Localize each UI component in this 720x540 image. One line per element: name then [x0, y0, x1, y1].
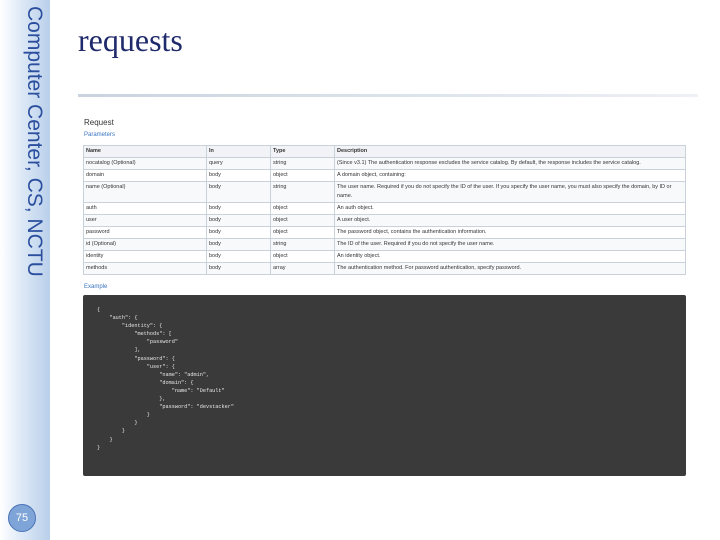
param-in: body [207, 263, 271, 275]
title-divider [78, 94, 698, 97]
param-in: body [207, 227, 271, 239]
code-line: "password": "devstacker" [97, 404, 234, 411]
code-line: "name": "admin", [97, 371, 210, 378]
param-type: object [271, 227, 335, 239]
code-line: } [97, 444, 101, 451]
code-json [83, 295, 686, 452]
param-name: identity [84, 251, 207, 263]
column-header-in: In [207, 146, 271, 158]
request-heading: Request [84, 118, 114, 127]
code-line: } [97, 436, 113, 443]
code-block [83, 295, 686, 476]
table-row [84, 239, 686, 251]
code-line: }, [97, 396, 166, 403]
table-header-row [84, 146, 686, 158]
param-description: A domain object, containing: [335, 170, 686, 182]
code-line: ], [97, 347, 141, 354]
param-type: string [271, 239, 335, 251]
table-row [84, 227, 686, 239]
param-type: object [271, 251, 335, 263]
param-name: name (Optional) [84, 182, 207, 203]
table-row [84, 170, 686, 182]
institution-label: Computer Center, CS, NCTU [23, 6, 46, 277]
param-name: password [84, 227, 207, 239]
param-in: body [207, 203, 271, 215]
param-type: object [271, 170, 335, 182]
code-line: { [97, 307, 101, 313]
param-type: array [271, 263, 335, 275]
parameters-table [83, 145, 686, 275]
param-type: string [271, 182, 335, 203]
code-line: } [97, 420, 138, 427]
param-description: (Since v3.1) The authentication response excludes the service catalog. By default, the response includes the service catalog. [335, 158, 686, 170]
param-in: body [207, 182, 271, 203]
param-type: string [271, 158, 335, 170]
code-line: "auth": { [97, 315, 138, 322]
param-description: An identity object. [335, 251, 686, 263]
param-in: body [207, 239, 271, 251]
param-type: object [271, 215, 335, 227]
param-name: user [84, 215, 207, 227]
table-row [84, 203, 686, 215]
code-line: "user": { [97, 363, 175, 370]
page-number-badge: 75 [8, 504, 36, 532]
code-line: "domain": { [97, 379, 194, 386]
column-header-name: Name [84, 146, 207, 158]
param-in: query [207, 158, 271, 170]
param-description: A user object. [335, 215, 686, 227]
param-description: The password object, contains the authentication information. [335, 227, 686, 239]
param-in: body [207, 170, 271, 182]
code-line: "password": { [97, 355, 175, 362]
table-row [84, 158, 686, 170]
param-description: An auth object. [335, 203, 686, 215]
column-header-description: Description [335, 146, 686, 158]
param-description: The user name. Required if you do not specify the ID of the user. If you specify the user name, you must also specify the domain, by ID or name. [335, 182, 686, 203]
table-row [84, 251, 686, 263]
code-line: "name": "Default" [97, 387, 225, 394]
param-name: methods [84, 263, 207, 275]
table-row [84, 215, 686, 227]
param-in: body [207, 215, 271, 227]
table-row [84, 263, 686, 275]
param-name: nocatalog (Optional) [84, 158, 207, 170]
example-heading: Example [84, 284, 108, 290]
code-line: "methods": [ [97, 331, 172, 338]
param-description: The ID of the user. Required if you do not specify the user name. [335, 239, 686, 251]
column-header-type: Type [271, 146, 335, 158]
param-name: auth [84, 203, 207, 215]
sidebar-vertical-text [2, 6, 46, 296]
parameters-heading: Parameters [84, 132, 116, 138]
sidebar [0, 0, 50, 540]
param-type: object [271, 203, 335, 215]
param-name: id (Optional) [84, 239, 207, 251]
code-line: "password" [97, 339, 178, 346]
table-row [84, 182, 686, 203]
code-line: } [97, 428, 126, 435]
param-description: The authentication method. For password authentication, specify password. [335, 263, 686, 275]
slide-title: requests [78, 22, 183, 58]
param-name: domain [84, 170, 207, 182]
param-in: body [207, 251, 271, 263]
code-line: "identity": { [97, 323, 163, 330]
code-line: } [97, 412, 150, 419]
